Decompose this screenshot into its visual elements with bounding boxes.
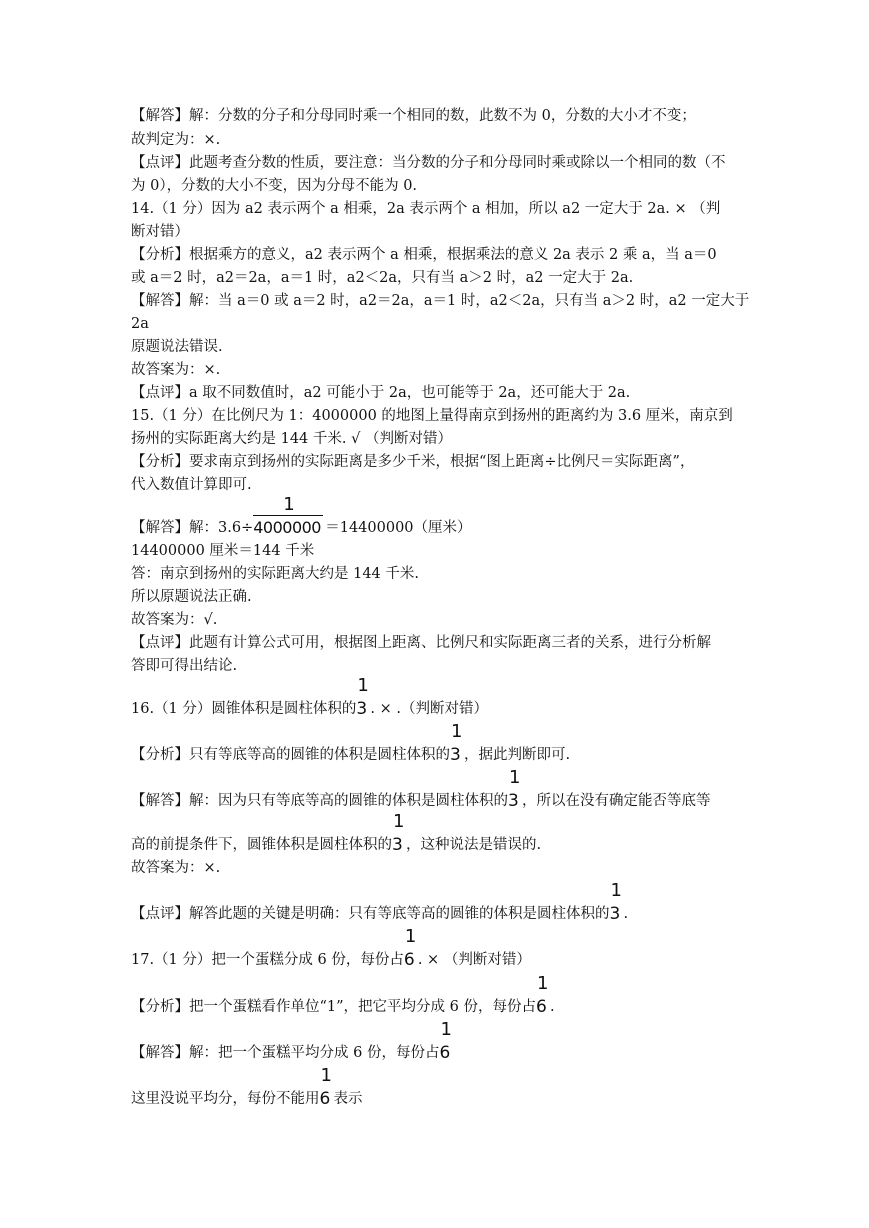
text-line: 【解答】解：分数的分子和分母同时乘一个相同的数，此数不为 0，分数的大小才不变； (131, 108, 696, 124)
text-line: 【点评】此题有计算公式可用，根据图上距离、比例尺和实际距离三者的关系，进行分析解 (131, 635, 711, 651)
text-line: 【点评】a 取不同数值时，a2 可能小于 2a，也可能等于 2a，还可能大于 2a. (131, 385, 631, 401)
text-line: 代入数值计算即可. (131, 477, 252, 493)
text-line: 【解答】解：当 a＝0 或 a＝2 时，a2＝2a，a＝1 时，a2＜2a，只有当 a＞2 时，a2 一定大于 (131, 293, 750, 309)
fraction-third: 1 3 (392, 811, 405, 855)
question-14: 14.（1 分）因为 a2 表示两个 a 相乘，2a 表示两个 a 相加，所以 a2 一定大于 2a. × （判 (131, 201, 721, 217)
fraction-scale: $\frac{1}{4000000}$ (253, 518, 325, 538)
text-line: 【解答】解：因为只有等底等高的圆锥的体积是圆柱体积的 1 3 ，所以在没有确定能否等底等 (131, 767, 711, 811)
fraction-sixth: 1 6 (403, 926, 417, 970)
fraction-sixth: 1 6 (439, 1019, 452, 1063)
text-line: 【分析】根据乘方的意义，a2 表示两个 a 相乘，根据乘法的意义 2a 表示 2 乘 a，当 a＝0 (131, 247, 717, 263)
text-line: 答：南京到扬州的实际距离大约是 144 千米. (131, 566, 420, 582)
fraction-sixth: 1 6 (319, 1065, 332, 1109)
text-line: 扬州的实际距离大约是 144 千米. √ （判断对错） (131, 431, 452, 447)
text-line: 14400000 厘米＝144 千米 (131, 543, 315, 559)
text-line: 这里没说平均分，每份不能用 1 6 表示 (131, 1065, 363, 1109)
text-line: 【分析】只有等底等高的圆锥的体积是圆柱体积的 1 3 ，据此判断即可. (131, 721, 571, 765)
text-line: 或 a＝2 时，a2＝2a，a＝1 时，a2＜2a，只有当 a＞2 时，a2 一定大于 2a. (131, 270, 634, 286)
question-16: 16.（1 分）圆锥体积是圆柱体积的 1 3 . × .（判断对错） (131, 675, 488, 719)
question-17: 17.（1 分）把一个蛋糕分成 6 份，每份占 1 6 . × （判断对错） (131, 926, 531, 970)
text-line: 所以原题说法正确. (131, 589, 252, 605)
text-line: 故答案为：√. (131, 612, 218, 628)
text-line: 答即可得出结论. (131, 658, 238, 674)
question-15: 15.（1 分）在比例尺为 1：4000000 的地图上量得南京到扬州的距离约为 3.6 厘米，南京到 (131, 408, 733, 424)
fraction-third: 1 3 (450, 721, 463, 765)
text-line: 故答案为：×. (131, 860, 221, 876)
text-line: 原题说法错误. (131, 339, 223, 355)
fraction-sixth: 1 6 (536, 973, 549, 1017)
text-line: 【分析】把一个蛋糕看作单位“1”，把它平均分成 6 份，每份占 1 6 . (131, 973, 555, 1017)
text-line: 【点评】此题考查分数的性质，要注意：当分数的分子和分母同时乘或除以一个相同的数（不 (131, 155, 726, 171)
text-line: 断对错） (131, 224, 189, 240)
fraction-third: 1 3 (609, 880, 622, 924)
text-line: 故判定为：×. (131, 132, 221, 148)
text-line: 【点评】解答此题的关键是明确：只有等底等高的圆锥的体积是圆柱体积的 1 3 . (131, 880, 629, 924)
text-line: 2a (131, 316, 149, 332)
text-line: 【解答】解：3.6÷ $\frac{1}{4000000}$ ＝14400000（厘米） (131, 494, 472, 537)
text-line: 为 0），分数的大小不变，因为分母不能为 0. (131, 178, 418, 194)
text-line: 【分析】要求南京到扬州的实际距离是多少千米，根据“图上距离÷比例尺＝实际距离”， (131, 454, 695, 470)
text-line: 故答案为：×. (131, 362, 221, 378)
text-line: 高的前提条件下，圆锥体积是圆柱体积的 1 3 ，这种说法是错误的. (131, 811, 542, 855)
text-line: 【解答】解：把一个蛋糕平均分成 6 份，每份占 1 6 (131, 1019, 452, 1063)
fraction-third: 1 3 (356, 675, 369, 719)
fraction-third: 1 3 (508, 767, 521, 811)
